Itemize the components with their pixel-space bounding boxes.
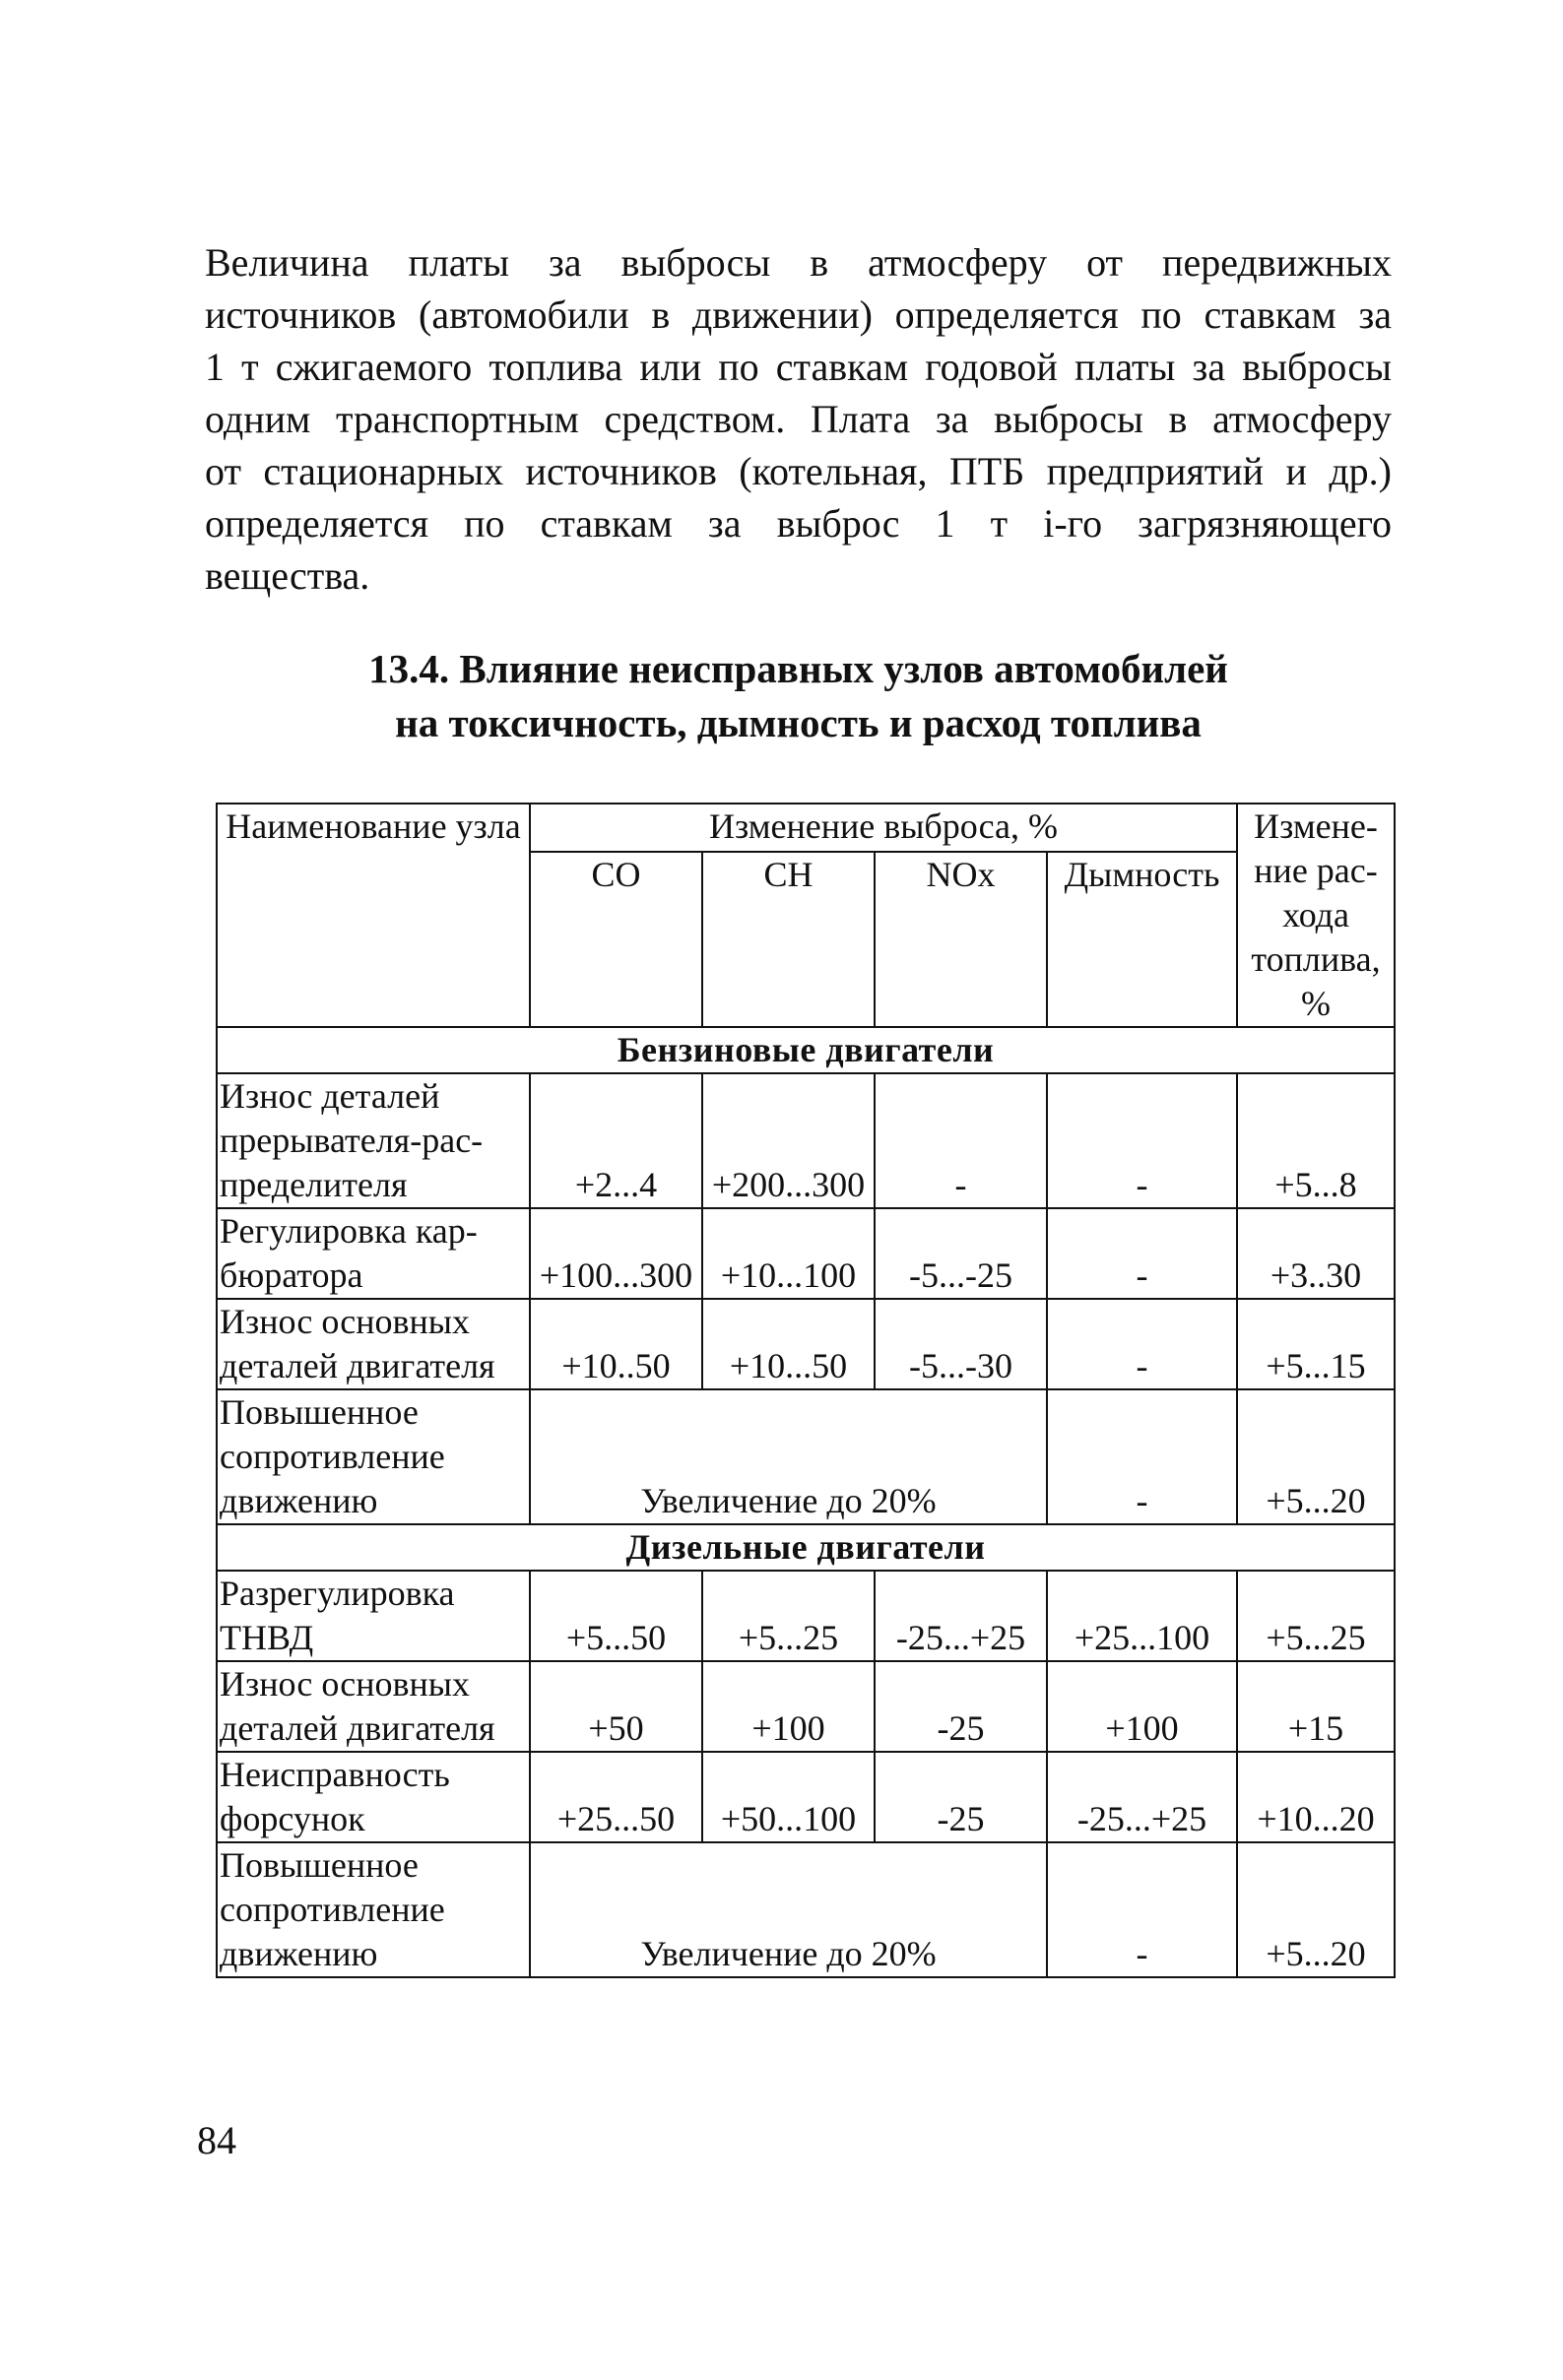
paragraph-line: вещества. — [205, 553, 370, 598]
row-name: Износ основных деталей двигателя — [217, 1299, 530, 1389]
cell-fuel: +15 — [1237, 1661, 1395, 1752]
row-name: Повышенное сопротивление движению — [217, 1842, 530, 1977]
row-name: Разрегулировка ТНВД — [217, 1571, 530, 1661]
table-row — [217, 1299, 1395, 1389]
cell-nox: -5...-30 — [875, 1299, 1047, 1389]
table-row — [217, 1389, 1395, 1524]
paragraph-line: определяется по ставкам за выброс 1 т і-го загрязняющего — [205, 501, 1392, 546]
header-ch: СН — [702, 852, 875, 1027]
cell-nox: -5...-25 — [875, 1208, 1047, 1299]
table-row — [217, 1661, 1395, 1752]
cell-fuel: +5...20 — [1237, 1842, 1395, 1977]
section-title: Дизельные двигатели — [217, 1524, 1395, 1571]
heading-line-2: на токсичность, дымность и расход топлива — [395, 700, 1202, 745]
cell-ch: +50...100 — [702, 1752, 875, 1842]
cell-smoke: +100 — [1047, 1661, 1237, 1752]
cell-ch: +5...25 — [702, 1571, 875, 1661]
cell-ch: +10...50 — [702, 1299, 875, 1389]
cell-co: +5...50 — [530, 1571, 702, 1661]
section-row — [217, 1027, 1395, 1073]
cell-nox: -25 — [875, 1752, 1047, 1842]
paragraph-line: 1 т сжигаемого топлива или по ставкам годовой платы за выбросы — [205, 345, 1392, 389]
cell-co: +10..50 — [530, 1299, 702, 1389]
cell-smoke: - — [1047, 1299, 1237, 1389]
cell-nox: - — [875, 1073, 1047, 1208]
cell-co: +50 — [530, 1661, 702, 1752]
cell-nox: -25 — [875, 1661, 1047, 1752]
table-header-row — [217, 804, 1395, 852]
page-number: 84 — [197, 2118, 236, 2162]
cell-co: +25...50 — [530, 1752, 702, 1842]
cell-ch: +100 — [702, 1661, 875, 1752]
cell-smoke: - — [1047, 1842, 1237, 1977]
cell-nox: -25...+25 — [875, 1571, 1047, 1661]
table-row — [217, 1571, 1395, 1661]
header-co: СО — [530, 852, 702, 1027]
cell-smoke: -25...+25 — [1047, 1752, 1237, 1842]
heading-line-1: 13.4. Влияние неисправных узлов автомобилей — [368, 646, 1228, 691]
section-heading — [205, 642, 1392, 750]
body-paragraph — [205, 236, 1392, 602]
cell-fuel: +3..30 — [1237, 1208, 1395, 1299]
cell-co: +2...4 — [530, 1073, 702, 1208]
paragraph-line: Величина платы за выбросы в атмосферу от передвижных — [205, 240, 1392, 285]
cell-smoke: +25...100 — [1047, 1571, 1237, 1661]
cell-fuel: +5...25 — [1237, 1571, 1395, 1661]
paragraph-line: источников (автомобили в движении) определяется по ставкам за — [205, 292, 1392, 337]
cell-fuel: +5...20 — [1237, 1389, 1395, 1524]
paragraph-line: одним транспортным средством. Плата за выбросы в атмосферу — [205, 397, 1392, 441]
cell-fuel: +10...20 — [1237, 1752, 1395, 1842]
header-smoke: Дымность — [1047, 852, 1237, 1027]
row-name: Неисправность форсунок — [217, 1752, 530, 1842]
cell-smoke: - — [1047, 1073, 1237, 1208]
emissions-table — [216, 803, 1396, 1978]
cell-co: +100...300 — [530, 1208, 702, 1299]
header-node-name: Наименование узла — [217, 804, 530, 1027]
row-name: Регулировка кар-бюратора — [217, 1208, 530, 1299]
table-row — [217, 1073, 1395, 1208]
cell-merged: Увеличение до 20% — [530, 1842, 1047, 1977]
paragraph-line: от стационарных источников (котельная, ПТБ предприятий и др.) — [205, 449, 1392, 493]
cell-merged: Увеличение до 20% — [530, 1389, 1047, 1524]
cell-ch: +10...100 — [702, 1208, 875, 1299]
row-name: Износ деталей прерывателя-рас-пределителя — [217, 1073, 530, 1208]
header-fuel-change: Измене-ние рас-хода топлива, % — [1237, 804, 1395, 1027]
cell-fuel: +5...15 — [1237, 1299, 1395, 1389]
table-row — [217, 1208, 1395, 1299]
table-row — [217, 1842, 1395, 1977]
header-emission-change: Изменение выброса, % — [530, 804, 1237, 852]
row-name: Повышенное сопротивление движению — [217, 1389, 530, 1524]
section-title: Бензиновые двигатели — [217, 1027, 1395, 1073]
header-nox: NOx — [875, 852, 1047, 1027]
cell-ch: +200...300 — [702, 1073, 875, 1208]
cell-fuel: +5...8 — [1237, 1073, 1395, 1208]
table-row — [217, 1752, 1395, 1842]
section-row — [217, 1524, 1395, 1571]
row-name: Износ основных деталей двигателя — [217, 1661, 530, 1752]
cell-smoke: - — [1047, 1389, 1237, 1524]
cell-smoke: - — [1047, 1208, 1237, 1299]
